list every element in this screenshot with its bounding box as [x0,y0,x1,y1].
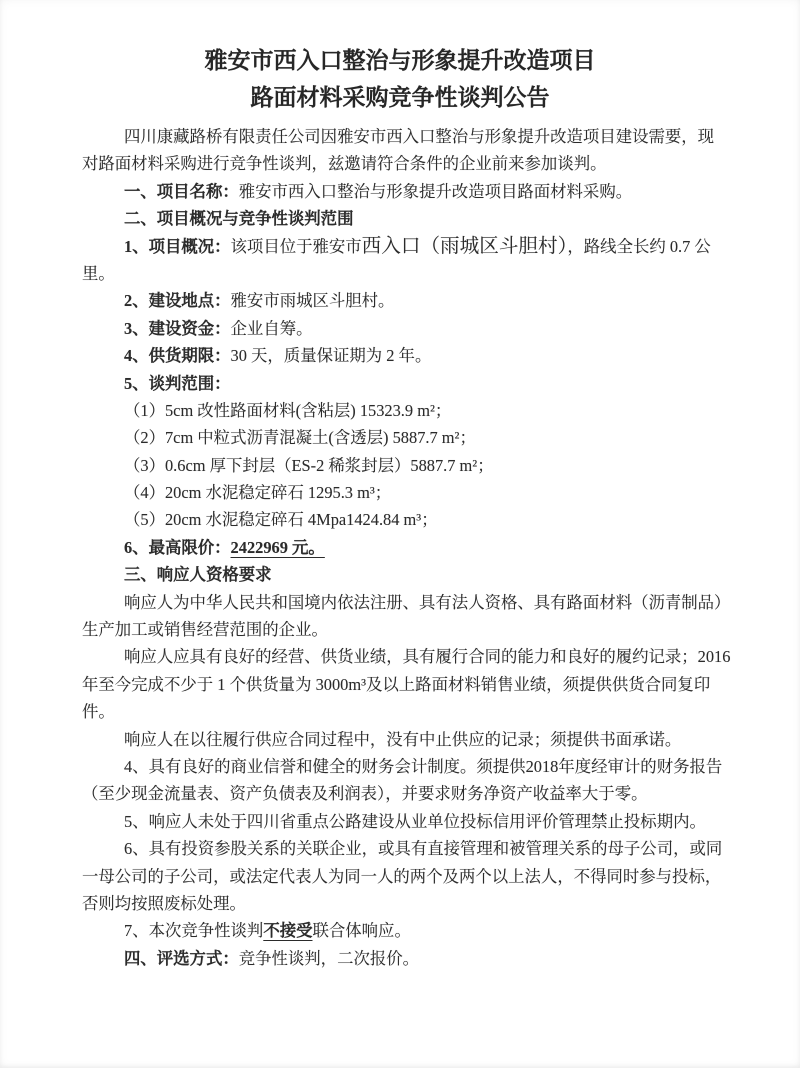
text-segment: 4、具有良好的商业信誉和健全的财务会计制度。须提供2018年度经审计的财务报告 [124,756,723,776]
doc-line [82,890,730,917]
text-segment: 1、项目概况： [124,236,231,256]
doc-line [82,452,730,479]
text-segment: 2422969 元。 [230,537,325,557]
doc-line [82,260,730,287]
doc-line [82,726,730,753]
text-segment: 四、评选方式： [124,948,239,968]
doc-line [82,835,730,862]
doc-line [82,561,730,588]
text-segment: 企业自筹。 [230,318,313,338]
text-segment: 三、响应人资格要求 [124,565,272,585]
text-segment: 5、谈判范围： [124,373,231,393]
text-segment: 西入口（雨城区斗胆村） [361,235,568,257]
text-segment: 6、具有投资参股关系的关联企业，或具有直接管理和被管理关系的母子公司，或同 [124,839,723,859]
text-segment: 雅安市雨城区斗胆村。 [230,291,395,311]
text-segment: 3、建设资金： [124,318,231,338]
text-segment: （2）7cm 中粒式沥青混凝土(含透层) 5887.7 m²； [124,428,476,448]
doc-line [82,945,730,972]
text-segment: 生产加工或销售经营范围的企业。 [82,620,328,640]
doc-line [82,643,730,670]
doc-line [82,342,730,369]
doc-line [82,589,730,616]
text-segment: 响应人应具有良好的经营、供货业绩，具有履行合同的能力和良好的履约记录；2016 [124,647,731,667]
doc-line [82,671,730,698]
text-segment: （5）20cm 水泥稳定碎石 4Mpa1424.84 m³； [124,510,438,530]
doc-line [82,917,730,944]
doc-line [82,616,730,643]
text-segment: 一母公司的子公司，或法定代表人为同一人的两个及两个以上法人，不得同时参与投标， [82,866,722,886]
text-segment: 竞争性谈判，二次报价。 [238,948,420,968]
doc-line [82,863,730,890]
text-segment: 对路面材料采购进行竞争性谈判，兹邀请符合条件的企业前来参加谈判。 [82,154,607,174]
doc-line [82,808,730,835]
document-title-line-2: 路面材料采购竞争性谈判公告 [250,85,550,110]
doc-line [82,506,730,533]
doc-line [82,424,730,451]
text-segment: 6、最高限价： [124,537,231,557]
text-segment: 5、响应人未处于四川省重点公路建设从业单位投标信用评价管理禁止投标期内。 [124,811,706,831]
text-segment: 4、供货期限： [124,346,231,366]
text-segment: 该项目位于雅安市 [230,236,362,256]
text-segment: （3）0.6cm 厚下封层（ES-2 稀浆封层）5887.7 m²； [124,455,494,475]
text-segment: 7、本次竞争性谈判 [124,921,264,941]
text-segment: （1）5cm 改性路面材料(含粘层) 15323.9 m²； [124,400,452,420]
text-segment: 30 天，质量保证期为 2 年。 [230,346,432,366]
text-segment: 联合体响应。 [312,921,411,941]
doc-line [82,315,730,342]
text-segment: 响应人为中华人民共和国境内依法注册、具有法人资格、具有路面材料（沥青制品） [124,592,731,612]
doc-line [82,698,730,725]
doc-line [82,753,730,780]
text-segment: （至少现金流量表、资产负债表及利润表），并要求财务净资产收益率大于零。 [82,784,648,804]
text-segment: 四川康藏路桥有限责任公司因雅安市西入口整治与形象提升改造项目建设需要，现 [124,127,715,146]
doc-line [82,287,730,314]
text-segment: 不接受 [263,921,313,941]
text-segment: 响应人在以往履行供应合同过程中，没有中止供应的记录；须提供书面承诺。 [124,729,682,749]
document-title-line-1: 雅安市西入口整治与形象提升改造项目 [204,48,596,73]
doc-line [82,534,730,561]
text-segment: 年至今完成不少于 1 个供货量为 3000m³及以上路面材料销售业绩，须提供供货合同复印 [82,674,711,694]
doc-line [82,370,730,397]
doc-line [82,178,730,205]
doc-line [82,123,730,150]
doc-line [82,780,730,807]
doc-line [82,205,730,232]
text-segment: 二、项目概况与竞争性谈判范围 [124,209,354,229]
document-body [82,123,730,972]
text-segment: 一、项目名称： [124,181,239,201]
text-segment: 件。 [82,702,115,722]
text-segment: （4）20cm 水泥稳定碎石 1295.3 m³； [124,483,392,503]
doc-line [82,397,730,424]
text-segment: 2、建设地点： [124,291,231,311]
doc-line [82,479,730,506]
doc-line [82,150,730,177]
text-segment: 里。 [82,263,115,283]
text-segment: ，路线全长约 0.7 公 [567,236,711,256]
text-segment: 否则均按照废标处理。 [82,893,246,913]
text-segment: 雅安市西入口整治与形象提升改造项目路面材料采购。 [238,181,633,201]
doc-line [82,233,730,260]
